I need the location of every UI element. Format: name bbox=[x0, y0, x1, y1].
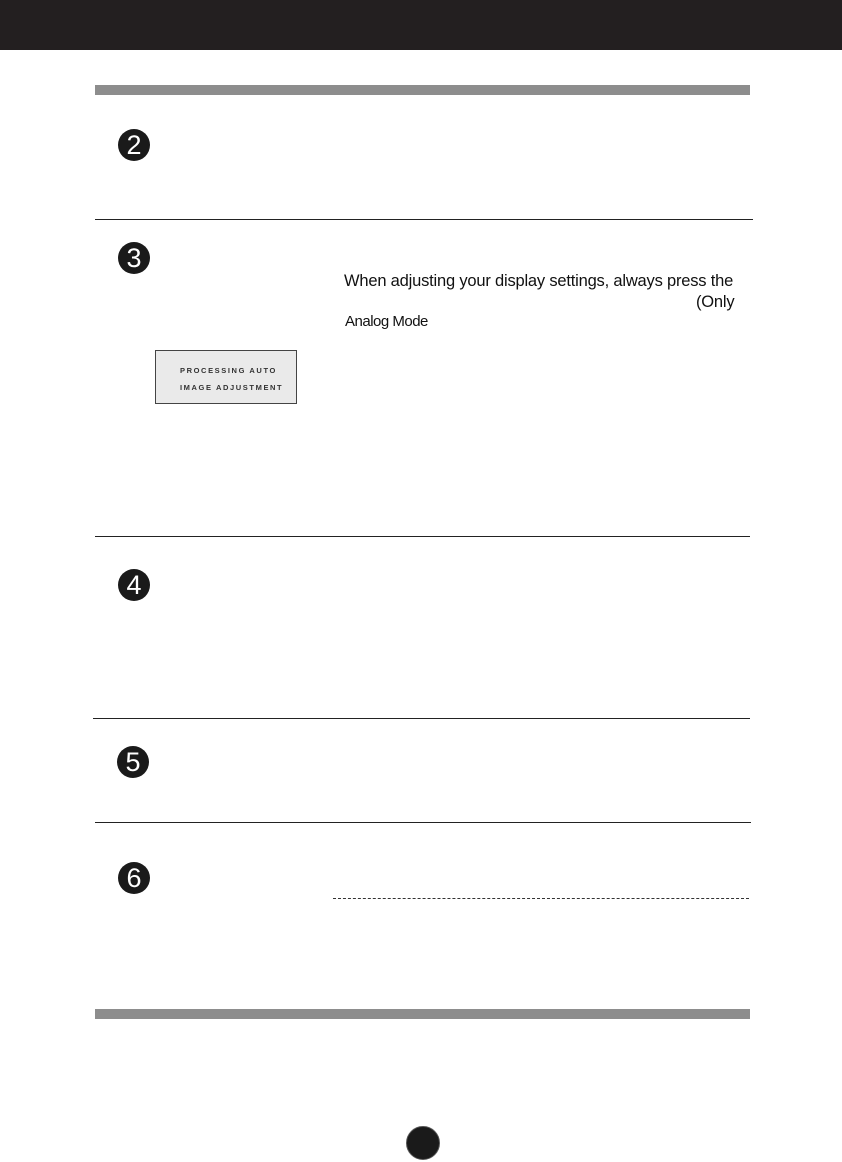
step-6-number: 6 bbox=[126, 862, 142, 893]
osd-line-2: IMAGE ADJUSTMENT bbox=[180, 383, 284, 392]
step-4-icon bbox=[118, 569, 150, 601]
step-3-text-line-2: (Only bbox=[696, 293, 735, 311]
top-rule bbox=[95, 85, 750, 95]
step-2-icon bbox=[118, 129, 150, 161]
page-number-badge bbox=[406, 1126, 440, 1160]
step-3-text-line-1: When adjusting your display settings, always press the bbox=[344, 272, 734, 290]
divider bbox=[93, 718, 750, 719]
step-4-number: 4 bbox=[126, 569, 142, 600]
step-3-icon bbox=[118, 242, 150, 274]
step-3-text-line-3: Analog Mode bbox=[345, 313, 428, 330]
step-3-number: 3 bbox=[126, 242, 142, 273]
auto-adjust-osd-box bbox=[155, 350, 297, 404]
bottom-rule bbox=[95, 1009, 750, 1019]
divider bbox=[95, 822, 751, 823]
step-5-icon bbox=[117, 746, 149, 778]
page-header-bar bbox=[0, 0, 842, 50]
divider bbox=[95, 536, 750, 537]
step-6-icon bbox=[118, 862, 150, 894]
step-5-number: 5 bbox=[125, 746, 141, 777]
dashed-separator bbox=[333, 898, 749, 899]
osd-line-1: PROCESSING AUTO bbox=[180, 366, 277, 375]
divider bbox=[95, 219, 753, 220]
step-2-number: 2 bbox=[126, 129, 142, 160]
